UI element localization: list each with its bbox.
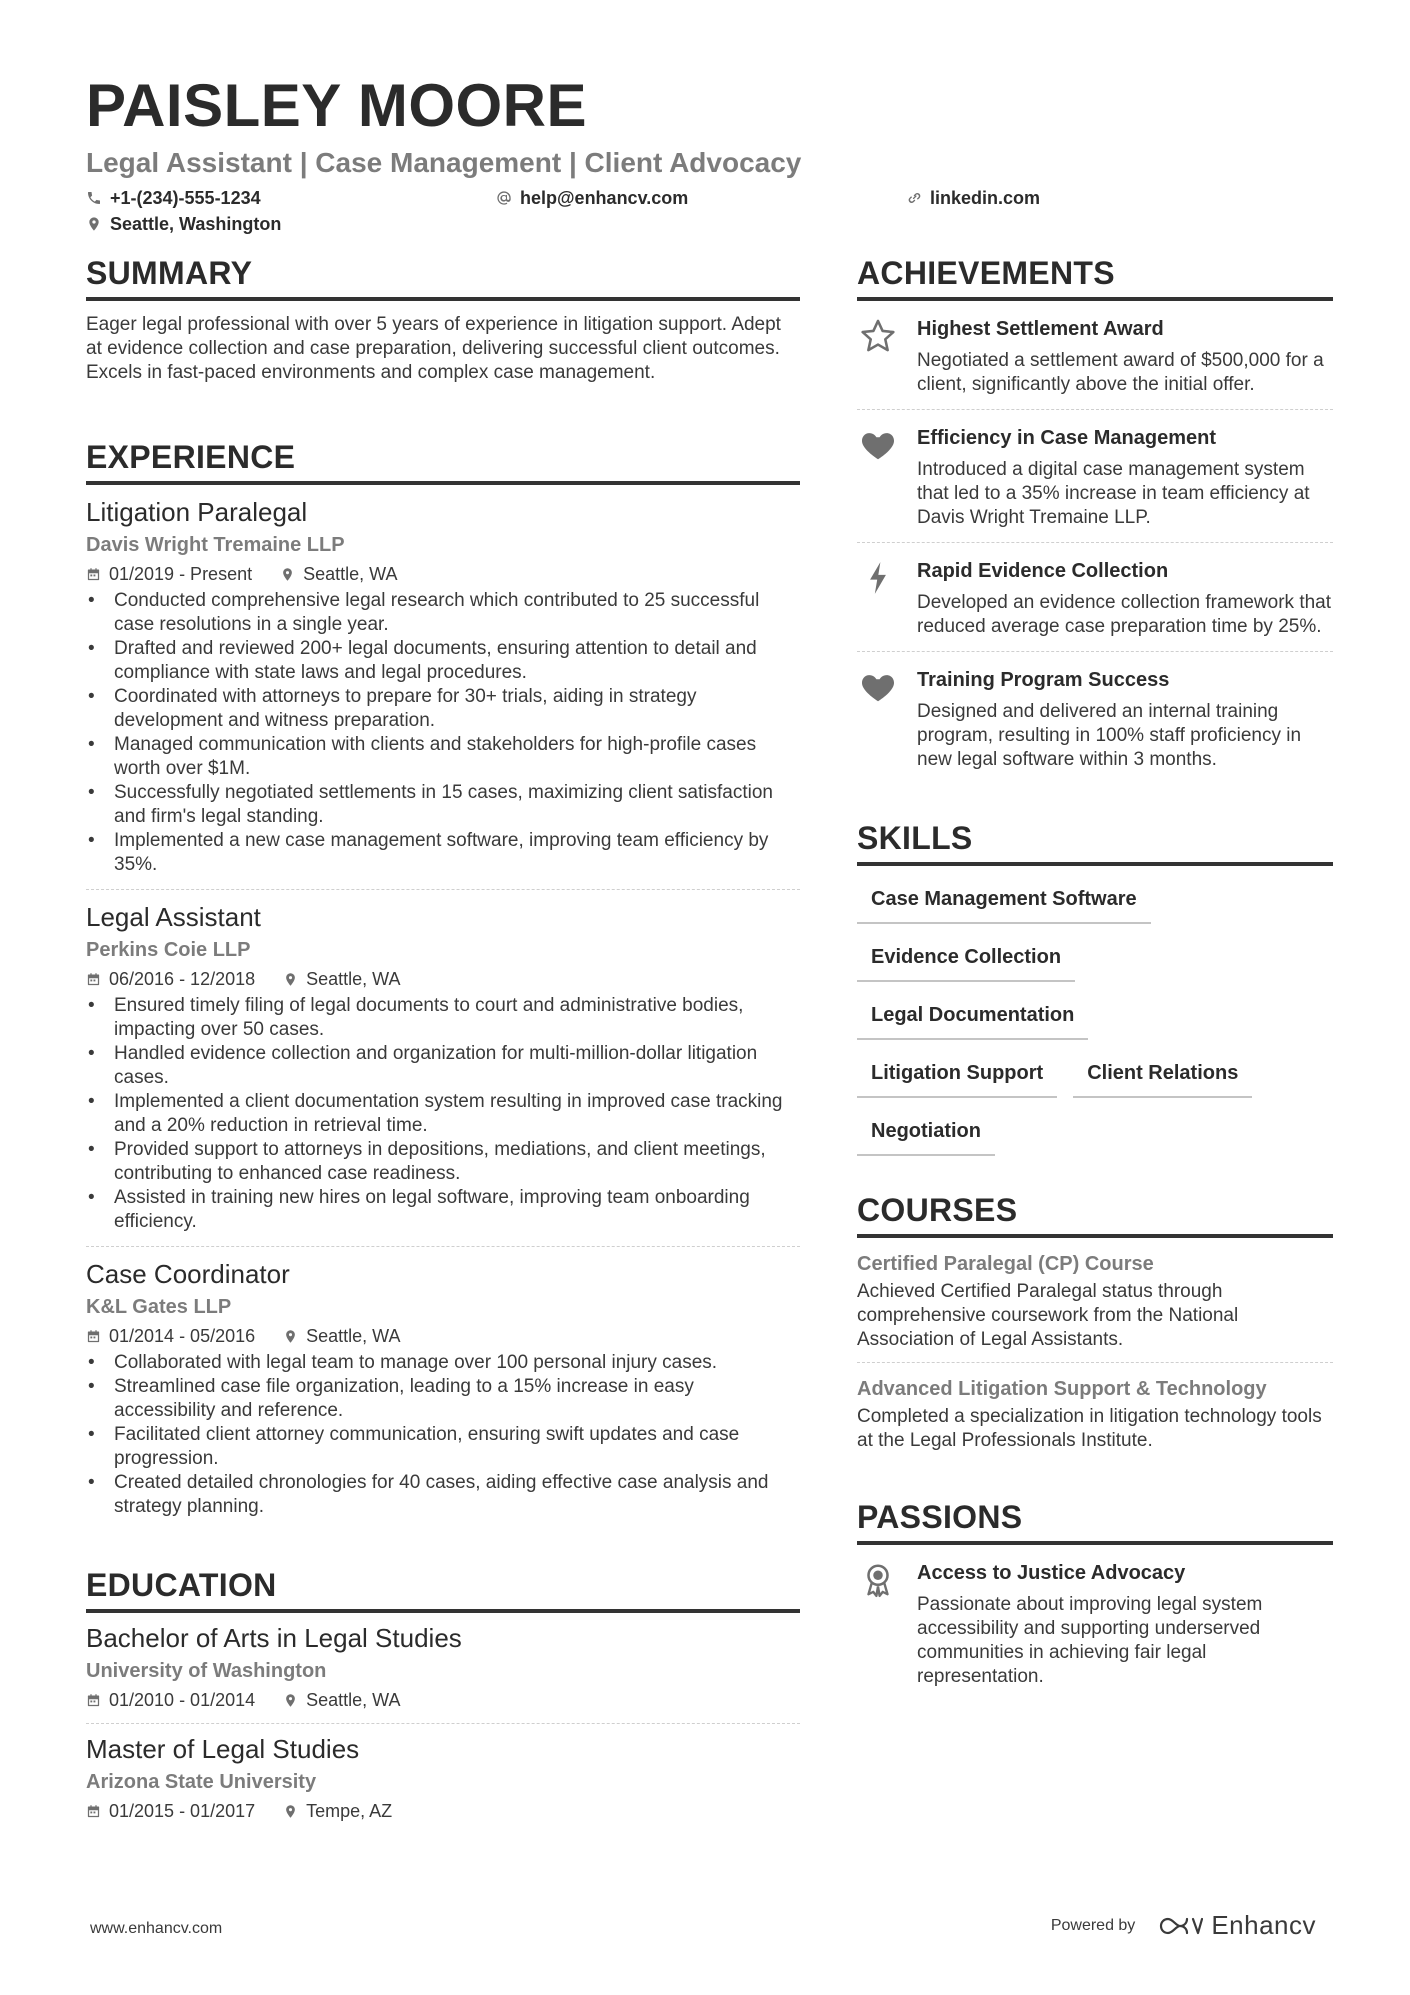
brand-logo[interactable]: [1157, 1910, 1316, 1941]
calendar-icon: [86, 1804, 101, 1819]
job-title: Litigation Paralegal: [86, 497, 308, 527]
education-meta: [86, 1687, 800, 1713]
bullet-item: • Handled evidence collection and organization for multi-million-dollar litigation cases.: [86, 1042, 800, 1090]
courses-section: [857, 1190, 1333, 1463]
job-meta: [86, 561, 800, 587]
resume-header: [86, 74, 1336, 240]
left-column: [86, 253, 800, 1868]
skill-tag: Legal Documentation: [857, 996, 1088, 1040]
job-bullets: [86, 994, 800, 1234]
skill-row: [857, 938, 1333, 982]
job-dates-text: 01/2014 - 05/2016: [109, 1326, 256, 1346]
job-title: Case Coordinator: [86, 1259, 290, 1289]
phone-icon: [86, 190, 102, 206]
skill-row: [857, 996, 1333, 1040]
course-desc: Achieved Certified Paralegal status through comprehensive coursework from the National Association of Legal Assistants.: [857, 1281, 1239, 1350]
company-name: Perkins Coie LLP: [86, 939, 251, 961]
location-pin-icon: [283, 972, 298, 987]
education-meta: [86, 1798, 800, 1824]
education-location: [283, 1687, 400, 1713]
bullet-item: • Collaborated with legal team to manage over 100 personal injury cases.: [86, 1351, 800, 1375]
lightning-icon: [859, 559, 897, 597]
job-entry: [86, 1247, 800, 1531]
education-location: [283, 1798, 392, 1824]
achievement-title: Efficiency in Case Management: [917, 427, 1216, 449]
skill-row: [857, 880, 1333, 924]
job-dates: [86, 966, 255, 992]
school-name: Arizona State University: [86, 1771, 317, 1793]
company-name: Davis Wright Tremaine LLP: [86, 534, 345, 556]
degree-title: Bachelor of Arts in Legal Studies: [86, 1623, 462, 1653]
achievement-title: Highest Settlement Award: [917, 318, 1164, 340]
location-contact: [86, 212, 281, 236]
bullet-item: • Ensured timely filing of legal documents to court and administrative bodies, impacting over 50 cases.: [86, 994, 800, 1042]
achievement-item: [857, 543, 1333, 652]
achievement-body: [917, 557, 1333, 639]
bullet-item: • Conducted comprehensive legal research which contributed to 25 successful case resolutions in a single year.: [86, 589, 800, 637]
heart-icon: [859, 426, 897, 464]
education-entry: [86, 1613, 800, 1724]
job-dates: [86, 1323, 255, 1349]
achievement-desc: Negotiated a settlement award of $500,000 for a client, significantly above the initial offer.: [917, 350, 1324, 395]
education-entry: [86, 1724, 800, 1834]
linkedin-text: linkedin.com: [930, 188, 1041, 208]
skill-tag: Case Management Software: [857, 880, 1151, 924]
passions-heading: PASSIONS: [857, 1497, 1333, 1545]
passions-section: [857, 1497, 1333, 1701]
heart-icon: [859, 668, 897, 706]
skill-tag: Client Relations: [1073, 1054, 1252, 1098]
job-entry: [86, 890, 800, 1247]
skill-tag: Negotiation: [857, 1112, 995, 1156]
course-title: Advanced Litigation Support & Technology: [857, 1378, 1267, 1400]
education-heading: EDUCATION: [86, 1565, 800, 1613]
achievement-title: Training Program Success: [917, 669, 1170, 691]
bullet-item: • Managed communication with clients and stakeholders for high-profile cases worth over $1M.: [86, 733, 800, 781]
achievements-heading: ACHIEVEMENTS: [857, 253, 1333, 301]
skills-list: [857, 880, 1333, 1156]
bullet-item: • Successfully negotiated settlements in 15 cases, maximizing client satisfaction and firm's legal standing.: [86, 781, 800, 829]
phone-text: +1-(234)-555-1234: [110, 188, 261, 208]
job-location-text: Seattle, WA: [303, 564, 398, 584]
summary-section: [86, 253, 800, 385]
achievement-desc: Introduced a digital case management system that led to a 35% increase in team efficiency at Davis Wright Tremaine LLP.: [917, 459, 1310, 528]
achievement-body: [917, 315, 1333, 397]
headline: Legal Assistant | Case Management | Client Advocacy: [86, 147, 802, 178]
job-location: [283, 966, 400, 992]
phone-contact[interactable]: [86, 186, 261, 210]
achievement-title: Rapid Evidence Collection: [917, 560, 1169, 582]
bullet-item: • Implemented a new case management software, improving team efficiency by 35%.: [86, 829, 800, 877]
passion-icon-wrap: [857, 1559, 899, 1689]
course-title: Certified Paralegal (CP) Course: [857, 1253, 1154, 1275]
link-icon: [906, 190, 922, 206]
job-bullets: [86, 1351, 800, 1519]
education-location-text: Tempe, AZ: [306, 1801, 393, 1821]
skill-row: [857, 1112, 1333, 1156]
job-location: [280, 561, 397, 587]
bullet-item: • Implemented a client documentation system resulting in improved case tracking and a 20% reduction in retrieval time.: [86, 1090, 800, 1138]
summary-heading: SUMMARY: [86, 253, 800, 301]
passion-title: Access to Justice Advocacy: [917, 1562, 1186, 1584]
bullet-item: • Provided support to attorneys in depositions, mediations, and client meetings, contributing to enhanced case readiness.: [86, 1138, 800, 1186]
at-icon: [496, 190, 512, 206]
achievement-desc: Developed an evidence collection framework that reduced average case preparation time by 25%.: [917, 592, 1332, 637]
achievement-icon-wrap: [857, 666, 899, 772]
achievement-icon-wrap: [857, 424, 899, 530]
calendar-icon: [86, 1693, 101, 1708]
location-text: Seattle, Washington: [110, 214, 282, 234]
bullet-item: • Coordinated with attorneys to prepare for 30+ trials, aiding in strategy development and witness preparation.: [86, 685, 800, 733]
location-pin-icon: [283, 1329, 298, 1344]
email-contact[interactable]: [496, 186, 688, 210]
course-desc: Completed a specialization in litigation technology tools at the Legal Professionals Institute.: [857, 1406, 1322, 1451]
job-dates-text: 01/2019 - Present: [109, 564, 253, 584]
courses-heading: COURSES: [857, 1190, 1333, 1238]
star-icon: [859, 317, 897, 355]
candidate-name: PAISLEY MOORE: [86, 72, 588, 139]
education-dates-text: 01/2010 - 01/2014: [109, 1690, 256, 1710]
passion-desc: Passionate about improving legal system accessibility and supporting underserved communities in achieving fair legal representation.: [917, 1594, 1263, 1687]
education-section: [86, 1565, 800, 1834]
job-meta: [86, 1323, 800, 1349]
skill-tag: Evidence Collection: [857, 938, 1075, 982]
achievements-section: [857, 253, 1333, 784]
degree-title: Master of Legal Studies: [86, 1734, 360, 1764]
powered-by-label: Powered by: [1050, 1916, 1136, 1934]
summary-text: Eager legal professional with over 5 years of experience in litigation support. Adept at evidence collection and case preparation, delivering successful client outcomes. Excels in fast-paced environments and complex case management.: [86, 314, 781, 383]
job-dates-text: 06/2016 - 12/2018: [109, 969, 256, 989]
award-ribbon-icon: [859, 1561, 897, 1599]
achievement-item: [857, 652, 1333, 784]
job-entry: [86, 485, 800, 890]
achievement-item: [857, 410, 1333, 543]
achievement-desc: Designed and delivered an internal training program, resulting in 100% staff proficiency in new legal software within 3 months.: [917, 701, 1302, 770]
bullet-item: • Facilitated client attorney communication, ensuring swift updates and case progression.: [86, 1423, 800, 1471]
bullet-item: • Assisted in training new hires on legal software, improving team onboarding efficiency.: [86, 1186, 800, 1234]
job-dates: [86, 561, 252, 587]
location-pin-icon: [86, 216, 102, 232]
achievement-item: [857, 301, 1333, 410]
achievement-icon-wrap: [857, 557, 899, 639]
bullet-item: • Streamlined case file organization, leading to a 15% increase in easy accessibility and reference.: [86, 1375, 800, 1423]
company-name: K&L Gates LLP: [86, 1296, 232, 1318]
enhancv-logo-icon: [1157, 1914, 1203, 1938]
job-bullets: [86, 589, 800, 877]
skill-tag: Litigation Support: [857, 1054, 1057, 1098]
location-pin-icon: [283, 1804, 298, 1819]
skill-row: [857, 1054, 1333, 1098]
school-name: University of Washington: [86, 1660, 327, 1682]
job-location-text: Seattle, WA: [306, 1326, 401, 1346]
linkedin-contact[interactable]: [906, 186, 1040, 210]
course-item: [857, 1238, 1333, 1363]
experience-section: [86, 437, 800, 1531]
achievement-icon-wrap: [857, 315, 899, 397]
brand-name: Enhancv: [1211, 1910, 1316, 1940]
education-location-text: Seattle, WA: [306, 1690, 401, 1710]
skills-heading: SKILLS: [857, 818, 1333, 866]
passion-body: [917, 1559, 1333, 1689]
job-location: [283, 1323, 400, 1349]
job-location-text: Seattle, WA: [306, 969, 401, 989]
experience-heading: EXPERIENCE: [86, 437, 800, 485]
calendar-icon: [86, 567, 101, 582]
calendar-icon: [86, 1329, 101, 1344]
course-item: [857, 1363, 1333, 1463]
bullet-item: • Created detailed chronologies for 40 cases, aiding effective case analysis and strategy planning.: [86, 1471, 800, 1519]
education-dates: [86, 1687, 255, 1713]
right-column: [857, 253, 1333, 1735]
skills-section: [857, 818, 1333, 1156]
achievement-body: [917, 424, 1333, 530]
location-pin-icon: [283, 1693, 298, 1708]
calendar-icon: [86, 972, 101, 987]
education-dates-text: 01/2015 - 01/2017: [109, 1801, 256, 1821]
email-text: help@enhancv.com: [520, 188, 689, 208]
contact-info: [86, 184, 1336, 240]
education-dates: [86, 1798, 255, 1824]
passion-item: [857, 1545, 1333, 1701]
achievement-body: [917, 666, 1333, 772]
bullet-item: • Drafted and reviewed 200+ legal documents, ensuring attention to detail and compliance with state laws and legal procedures.: [86, 637, 800, 685]
location-pin-icon: [280, 567, 295, 582]
job-meta: [86, 966, 800, 992]
footer-branding: [1051, 1910, 1316, 1941]
job-title: Legal Assistant: [86, 902, 261, 932]
footer-website[interactable]: www.enhancv.com: [90, 1920, 223, 1937]
